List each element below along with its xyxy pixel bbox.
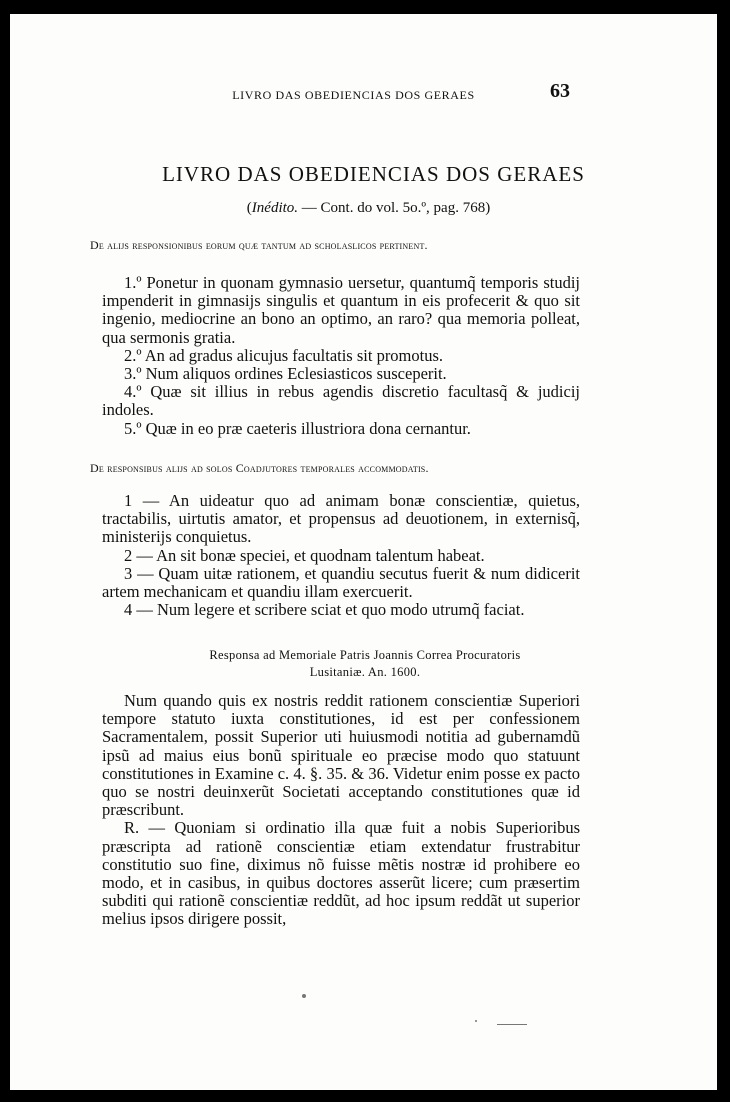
document-title: LIVRO DAS OBEDIENCIAS DOS GERAES bbox=[162, 162, 585, 186]
source-note: (Inédito. — Cont. do vol. 5o.º, pag. 768) bbox=[246, 200, 491, 216]
section-heading-coadjutores: De responsibus alijs ad solos Coadjutores temporales accommodatis. bbox=[90, 461, 429, 475]
responsa-heading-line2: Lusitaniæ. An. 1600. bbox=[309, 665, 421, 679]
responsa-question: Num quando quis ex nostris reddit rationem conscientiæ Superiori tempore statuto iuxta constitutiones, id est per confessionem Sacramentalem, possit Superior uti huiusmodi notitia ad gubernamdũ ipsũ ad maius eius bonũ spirituale eo præcise modo quo statuunt constitutiones in Examine c. 4. §. 35. & 36. Videtur enim posse ex pacto quo se nostri deuinxerũt Societati acceptando constitutiones quæ id præscribunt. bbox=[102, 691, 580, 820]
list-item: 4.º Quæ sit illius in rebus agendis discretio facultasq̃ & judicij indoles. bbox=[102, 382, 580, 420]
source-rest: — Cont. do vol. 5o.º, pag. 768) bbox=[298, 200, 491, 216]
document-page bbox=[10, 14, 717, 1090]
list-item: 4 — Num legere et scribere sciat et quo modo utrumq̃ faciat. bbox=[124, 600, 525, 620]
section-heading-responsa bbox=[90, 647, 640, 681]
section-heading-scholastics: De alijs responsionibus eorum quæ tantum ad scholaslicos pertinent. bbox=[90, 238, 428, 252]
list-item: 1 — An uideatur quo ad animam bonæ conscientiæ, quietus, tractabilis, uirtutis amator, et propensus ad deuotionem, in externisq̃, ministerijs conquietus. bbox=[102, 491, 580, 547]
list-item: 1.º Ponetur in quonam gymnasio uersetur, quantumq̃ temporis studij impenderit in gimnasijs singulis et quantum in eis profecerit & quo sit ingenio, mediocrine an bono an optimo, an raro? qua memoria polleat, qua sermonis gratia. bbox=[102, 273, 580, 347]
running-head: LIVRO DAS OBEDIENCIAS DOS GERAES bbox=[232, 88, 475, 102]
list-item: 2 — An sit bonæ speciei, et quodnam talentum habeat. bbox=[124, 545, 485, 565]
section-body-coadjutores bbox=[102, 492, 580, 619]
section-body-scholastics bbox=[102, 274, 580, 438]
responsa-answer: R. — Quoniam si ordinatio illa quæ fuit a nobis Superioribus præscripta ad rationẽ conscientiæ etiam extendatur frustrabitur constitutio suo fine, diximus nõ fuisse mẽtis nostræ id prohibere eo modo, et in casibus, in quibus doctores asserũt licere; cum præsertim subditi qui rationẽ conscientiæ reddũt, ad hoc ipsum reddãt ut superior melius ipsos dirigere possit, bbox=[102, 818, 580, 929]
source-inedito: Inédito. bbox=[251, 200, 299, 216]
section-body-responsa bbox=[102, 692, 580, 929]
paper-mark bbox=[497, 1024, 527, 1025]
list-item: 3.º Num aliquos ordines Eclesiasticos susceperit. bbox=[124, 364, 447, 384]
responsa-heading-line1: Responsa ad Memoriale Patris Joannis Correa Procuratoris bbox=[209, 648, 521, 662]
list-item: 2.º An ad gradus alicujus facultatis sit promotus. bbox=[124, 345, 444, 365]
paper-speck bbox=[475, 1020, 477, 1022]
page-number: 63 bbox=[550, 80, 570, 102]
list-item: 5.º Quæ in eo præ caeteris illustriora dona cernantur. bbox=[124, 418, 471, 438]
list-item: 3 — Quam uitæ rationem, et quandiu secutus fuerit & num didicerit artem mechanicam et quandiu illam exercuerit. bbox=[102, 563, 580, 602]
paper-speck bbox=[302, 994, 306, 998]
